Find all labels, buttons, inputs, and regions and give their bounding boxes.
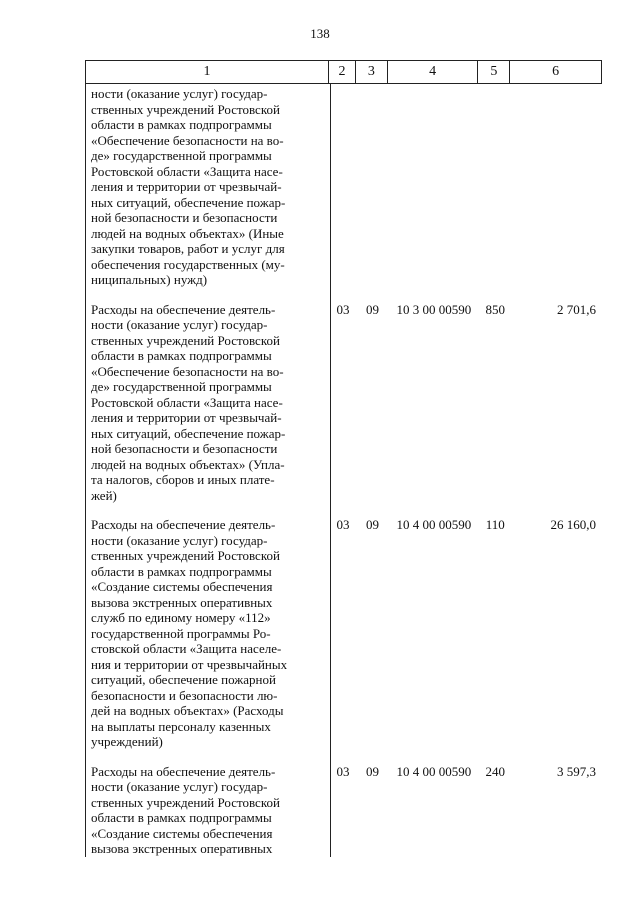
row-expense-type: 110 — [485, 517, 505, 532]
table-body — [85, 84, 602, 857]
row-description: ности (оказание услуг) государ- ственных учреждений Ростовской области в рамках подпрограммы «Обеспечение безопасности на во- де» государственной программы Ростовской области «Защита насе- ления и территории от чрезвычай- ных ситуаций, обеспечение пожар- ной безопасности и безопасности людей на водных объектах» (Иные закупки товаров, работ и услуг для обеспечения государственных (му- ниципальных) нужд) — [91, 86, 286, 287]
row-description: Расходы на обеспечение деятель- ности (оказание услуг) государ- ственных учреждений Ростовской области в рамках подпрограммы «Создание системы обеспечения вызова экстренных оперативных служб по единому номеру «112» государственной программы Ро- стовской области «Защита населе- ния и территории от чрезвычайных ситуаций, обеспечение пожарной безопасности и безопасности лю- дей на водных объектах» (Расходы на выплаты персоналу казенных учреждений) — [91, 517, 288, 749]
row-target-article: 10 4 00 00590 — [396, 517, 472, 532]
row-section — [330, 86, 357, 288]
row-amount: 3 597,3 — [557, 763, 596, 779]
header-col-1: 1 — [86, 61, 329, 83]
row-target-article — [388, 86, 479, 288]
row-description: Расходы на обеспечение деятель- ности (оказание услуг) государ- ственных учреждений Ростовской области в рамках подпрограммы «Обеспечение безопасности на во- де» государственной программы Ростовской области «Защита насе- ления и территории от чрезвычай- ных ситуаций, обеспечение пожар- ной безопасности и безопасности людей на водных объектах» (Упла- та налогов, сборов и иных плате- жей) — [91, 301, 286, 503]
header-col-2: 2 — [329, 61, 356, 83]
row-subsection: 09 — [365, 517, 379, 532]
table-row — [86, 517, 602, 750]
row-section: 03 — [336, 517, 350, 532]
table-row — [86, 302, 602, 504]
row-section: 03 — [336, 763, 350, 779]
row-amount — [511, 86, 602, 288]
table-header — [85, 60, 602, 84]
row-amount: 2 701,6 — [557, 301, 596, 317]
row-description: Расходы на обеспечение деятель- ности (оказание услуг) государ- ственных учреждений Ростовской области в рамках подпрограммы «Создание системы обеспечения вызова экстренных оперативных — [91, 763, 280, 856]
row-expense-type — [479, 86, 511, 288]
row-subsection: 09 — [365, 763, 379, 779]
row-subsection — [356, 86, 388, 288]
budget-table — [85, 60, 602, 857]
table-row — [86, 84, 602, 288]
page-number: 138 — [310, 26, 330, 41]
row-expense-type: 850 — [485, 301, 505, 317]
table-row — [86, 764, 602, 857]
header-col-4: 4 — [388, 61, 479, 83]
header-col-5: 5 — [478, 61, 510, 83]
row-target-article: 10 3 00 00590 — [396, 301, 472, 317]
row-target-article: 10 4 00 00590 — [396, 763, 472, 779]
row-expense-type: 240 — [485, 763, 505, 779]
column-divider — [330, 84, 331, 857]
row-section: 03 — [336, 301, 350, 317]
header-col-3: 3 — [356, 61, 388, 83]
row-subsection: 09 — [365, 301, 379, 317]
header-col-6: 6 — [552, 64, 560, 79]
row-amount: 26 160,0 — [550, 517, 596, 532]
